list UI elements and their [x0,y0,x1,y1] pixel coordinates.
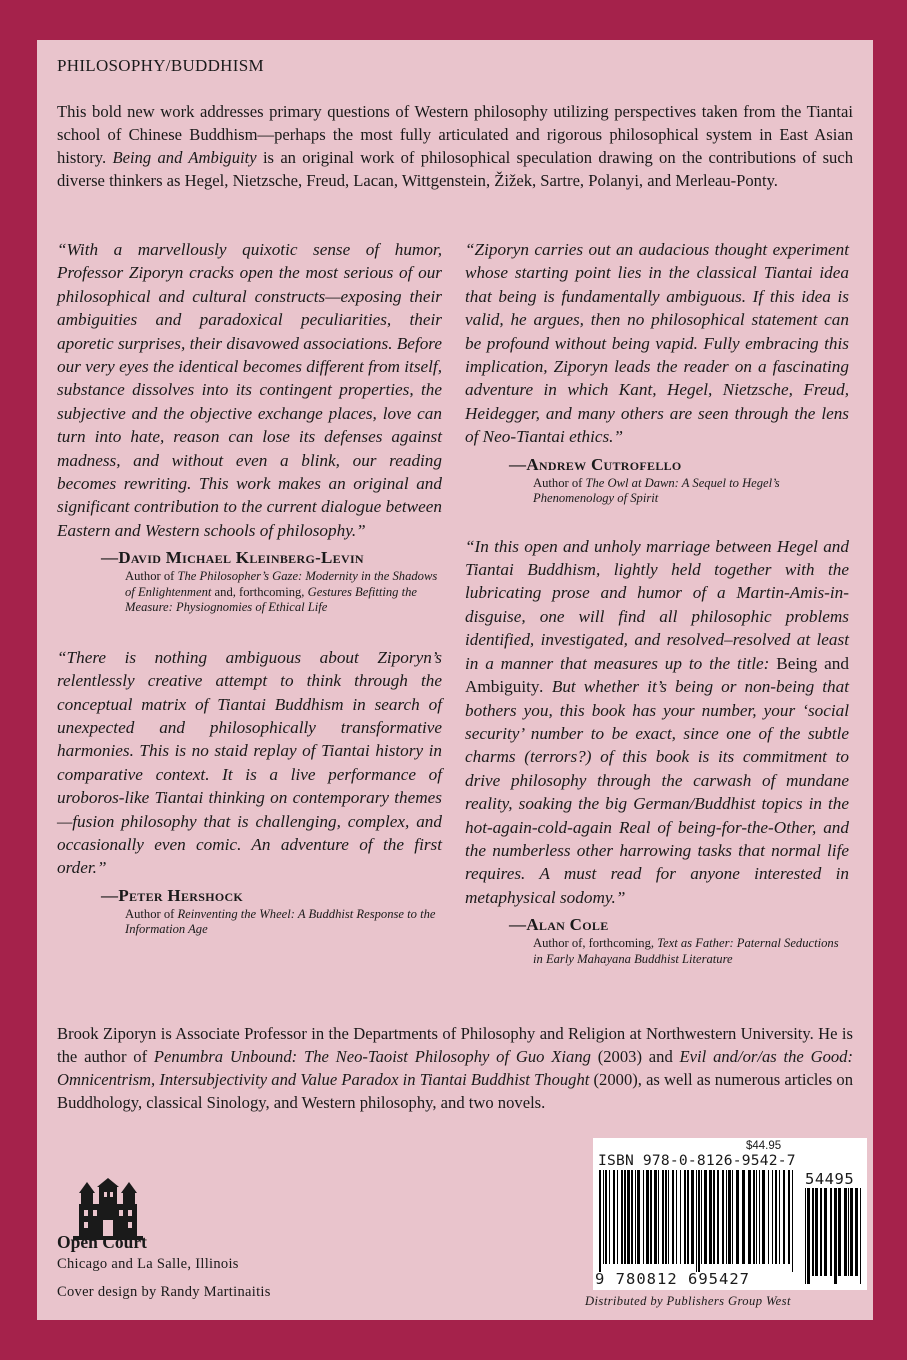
blurb-attribution [465,915,849,967]
category-label: PHILOSOPHY/BUDDHISM [57,56,264,75]
blurb-quote: “In this open and unholy marriage between Hegel and Tiantai Buddhism, lightly held together with the lubricating prose and humor of a Martin-Amis-in-disguise, one will find all philosophic problems identified, investigated, and resolved–resolved at least in a manner that measures up to the title: Being and Ambiguity. But whether it’s being or non-being that bothers you, this book has your number, your ‘social security’ number to be exact, since one of the subtle charms (terrors?) of this book is its commitment to drive philosophy through the carwash of mundane reality, soaking the big German/Buddhist topics in the hot-again-cold-again Real of being-for-the-Other, and the numberless other harrowing tasks that normal life requires. A must read for anyone interested in metaphysical sodomy.” [465,536,849,907]
addon-digits: 54495 [805,1170,855,1188]
distributor-credit: Distributed by Publishers Group West [585,1294,791,1308]
isbn-text: ISBN 978-0-8126-9542-7 [598,1152,796,1169]
blurb-author-description: Author of The Philosopher’s Gaze: Modernity in the Shadows of Enlightenment and, forthcoming, Gestures Befitting the Measure: Physiognomies of Ethical Life [125,569,438,615]
blurb-author-description: Author of The Owl at Dawn: A Sequel to Hegel’s Phenomenology of Spirit [533,475,780,506]
intro-book-title: Being and Ambiguity [112,148,257,167]
publisher-city: Chicago and La Salle, Illinois [57,1256,239,1272]
blurb-attribution [57,548,442,616]
blurb-cole [465,535,849,968]
cover-design-credit: Cover design by Randy Martinaitis [57,1284,271,1300]
price-label: $44.95 [746,1140,782,1152]
blurb-quote: “With a marvellously quixotic sense of humor, Professor Ziporyn cracks open the most serious of our philosophical and cultural constructs—exposing their ambiguities and paradoxical peculiarities, their aporetic surprises, their disavowed associations. Before our very eyes the identical becomes different from itself, substance dissolves into its contingent properties, the subjective and the objective exchange places, love can turn into hate, reason can lose its defenses against madness, and without even a blink, our reading becomes rewriting. This work makes an original and significant contribution to the current dialogue between Eastern and Western schools of philosophy.” [57,240,442,540]
blurb-quote: “Ziporyn carries out an audacious thought experiment whose starting point lies in the classical Tiantai idea that being is fundamentally ambiguous. If this idea is valid, he argues, then no philosophical statement can be profound without being vapid. Fully embracing this implication, Ziporyn leads the reader on a fascinating adventure in which Kant, Hegel, Nietzsche, Freud, Heidegger, and many others are seen through the lens of Neo-Tiantai ethics.” [465,240,849,447]
blurb-attribution [57,886,442,938]
blurb-attribution [465,455,849,507]
intro-text-end: is an original work of philosophical speculation drawing on the contributions of such diverse thinkers as Hegel, Nietzsche, Freud, Lacan, Wittgenstein, Žižek, Sartre, Polanyi, and Merleau-Ponty. [57,148,853,190]
blurb-author-name: —Andrew Cutrofello [509,454,682,474]
publisher-name: Open Court [57,1232,147,1252]
addon-barcode-bars [805,1188,863,1284]
blurb-kleinberg [57,238,442,616]
blurb-author-description: Author of Reinventing the Wheel: A Buddhist Response to the Information Age [125,906,436,937]
blurb-author-name: —Peter Hershock [101,885,244,905]
blurb-author-name: —David Michael Kleinberg-Levin [101,548,364,568]
right-column [465,238,849,967]
back-cover-panel [37,40,873,1320]
barcode-bars [599,1170,795,1272]
blurb-quote: “There is nothing ambiguous about Ziporyn’s relentlessly creative attempt to think through the conceptual matrix of Tiantai Buddhism in search of unexpected and philosophically transformative harmonies. This is no staid replay of Tiantai history in comparative context. It is a live performance of uroboros-like Tiantai thinking on contemporary themes—fusion philosophy that is challenging, complex, and occasionally even comic. An adventure of the first order.” [57,647,442,878]
left-column [57,238,442,938]
castle-logo-icon [73,1178,143,1240]
author-bio: Brook Ziporyn is Associate Professor in the Departments of Philosophy and Religion at Northwestern University. He is the author of Penumbra Unbound: The Neo-Taoist Philosophy of Guo Xiang (2003) and Evil and/or/as the Good: Omnicentrism, Intersubjectivity and Value Paradox in Tiantai Buddhist Thought (2000), as well as numerous articles on Buddhology, classical Sinology, and Western philosophy, and two novels. [57,1024,853,1112]
blurb-cutrofello [465,238,849,507]
isbn-barcode [593,1138,867,1290]
blurb-author-name: —Alan Cole [509,915,609,935]
intro-text: This bold new work addresses primary questions of Western philosophy utilizing perspectives taken from the Tiantai school of Chinese Buddhism—perhaps the most fully articulated and rigorous philosophical system in East Asian history. [57,102,853,167]
blurb-hershock [57,646,442,938]
ean-digits: 9 780812 695427 [595,1270,750,1288]
intro-paragraph [57,100,853,192]
blurb-author-description: Author of, forthcoming, Text as Father: Paternal Seductions in Early Mahayana Buddhist Literature [533,936,839,966]
